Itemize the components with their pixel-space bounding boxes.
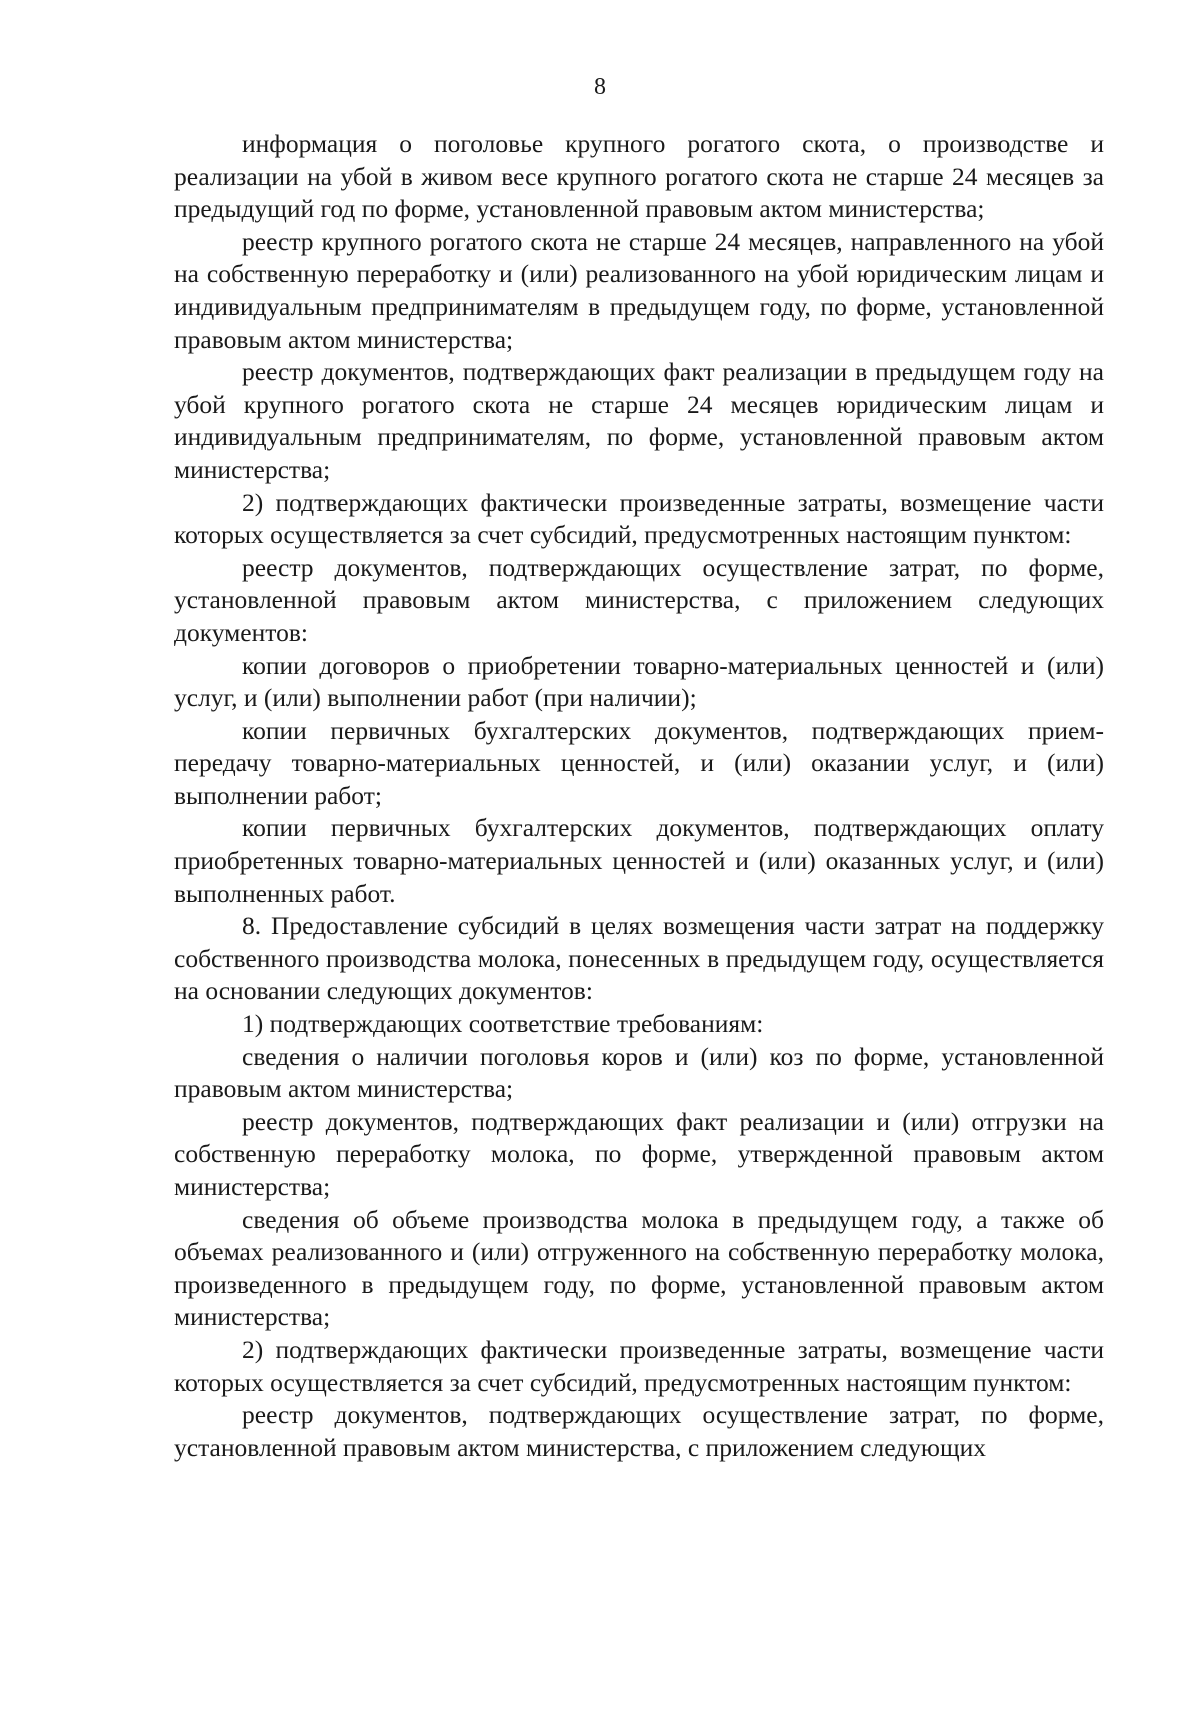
paragraph-actual-costs-2: 2) подтверждающих фактически произведенные затраты, возмещение части которых осуществляется за счет субсидий, предусмотренных настоящим пунктом: <box>174 1334 1104 1397</box>
paragraph-costs-registry-2: реестр документов, подтверждающих осуществление затрат, по форме, установленной правовым актом министерства, с приложением следующих <box>174 1400 1104 1462</box>
paragraph-item-8: 8. Предоставление субсидий в целях возмещения части затрат на поддержку собственного производства молока, понесенных в предыдущем году, осуществляется на основании следующих документов: <box>174 911 1104 1006</box>
paragraph-sales-documents-registry: реестр документов, подтверждающих факт реализации в предыдущем году на убой крупного рогатого скота не старше 24 месяцев юридическим лицам и индивидуальным предпринимателям, по форме, установленной правовым актом министерства; <box>174 357 1104 484</box>
paragraph-contract-copies: копии договоров о приобретении товарно-материальных ценностей и (или) услуг, и (или) выполнении работ (при наличии); <box>174 650 1104 713</box>
paragraph-payment-documents: копии первичных бухгалтерских документов, подтверждающих оплату приобретенных товарно-материальных ценностей и (или) оказанных услуг, и (или) выполненных работ. <box>174 813 1104 908</box>
paragraph-cows-goats-info: сведения о наличии поголовья коров и (или) коз по форме, установленной правовым актом министерства; <box>174 1041 1104 1104</box>
paragraph-transfer-documents: копии первичных бухгалтерских документов, подтверждающих прием-передачу товарно-материальных ценностей, и (или) оказании услуг, и (или) выполнении работ; <box>174 715 1104 810</box>
document-body <box>174 128 1104 1464</box>
page-number: 8 <box>594 74 606 100</box>
paragraph-actual-costs-1: 2) подтверждающих фактически произведенные затраты, возмещение части которых осуществляется за счет субсидий, предусмотренных настоящим пунктом: <box>174 487 1104 550</box>
paragraph-milk-sales-registry: реестр документов, подтверждающих факт реализации и (или) отгрузки на собственную переработку молока, по форме, утвержденной правовым актом министерства; <box>174 1106 1104 1201</box>
paragraph-cattle-registry: реестр крупного рогатого скота не старше 24 месяцев, направленного на убой на собственную переработку и (или) реализованного на убой юридическим лицам и индивидуальным предпринимателям в предыдущем году, по форме, установленной правовым актом министерства; <box>174 226 1104 354</box>
paragraph-cattle-headcount-info: информация о поголовье крупного рогатого скота, о производстве и реализации на убой в живом весе крупного рогатого скота не старше 24 месяцев за предыдущий год по форме, установленной правовым актом министерства; <box>174 129 1104 224</box>
paragraph-costs-registry-1: реестр документов, подтверждающих осуществление затрат, по форме, установленной правовым актом министерства, с приложением следующих документов: <box>174 552 1104 647</box>
paragraph-milk-volume-info: сведения об объеме производства молока в предыдущем году, а также об объемах реализованного и (или) отгруженного на собственную переработку молока, произведенного в предыдущем году, по форме, установленной правовым актом министерства; <box>174 1204 1104 1332</box>
paragraph-requirements: 1) подтверждающих соответствие требованиям: <box>242 1009 764 1039</box>
